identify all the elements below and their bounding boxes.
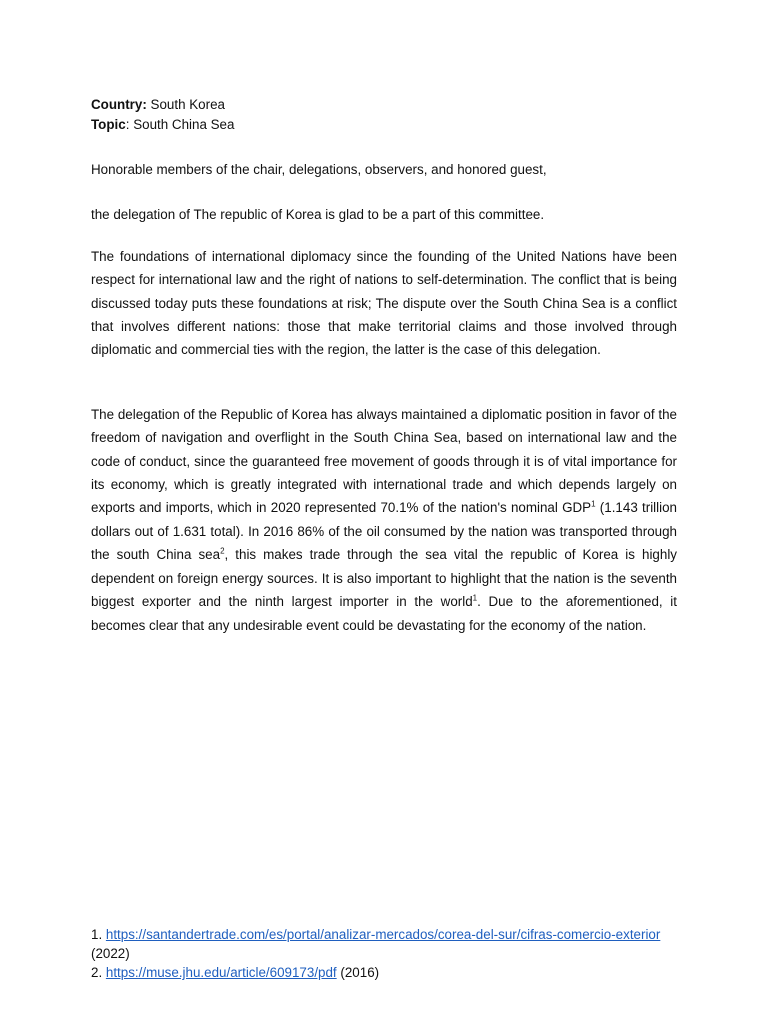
paragraph-position-part2: (1.143 trillion dollars out of 1.631 total). In 2016 86% of the oil consumed by the nation was transported through the south China sea — [91, 500, 677, 563]
footnote-2-note: (2016) — [336, 965, 380, 980]
paragraph-foundations: The foundations of international diplomacy since the founding of the United Nations have been respect for international law and the right of nations to self-determination. The conflict that is being discussed today puts these foundations at risk; The dispute over the South China Sea is a conflict that involves different nations: those that make territorial claims and those involved through diplomatic and commercial ties with the region, the latter is the case of this delegation. — [91, 248, 677, 358]
footnote-1 — [91, 925, 691, 944]
paragraph-position-part4: . Due to the aforementioned, it becomes clear that any undesirable event could be devastating for the economy of the nation. — [91, 594, 677, 633]
footnote-ref-2: 2 — [220, 546, 225, 556]
footnote-1-link[interactable]: https://santandertrade.com/es/portal/analizar-mercados/corea-del-sur/cifras-comercio-exterior — [105, 927, 661, 942]
footnote-1-number: 1. — [91, 927, 106, 942]
document-body — [91, 95, 677, 637]
country-line — [91, 95, 677, 115]
topic-label: Topic — [91, 117, 126, 132]
intro-sentence: the delegation of The republic of Korea is glad to be a part of this committee. — [91, 207, 545, 223]
footnote-2-number: 2. — [91, 965, 106, 980]
country-label: Country: — [91, 97, 147, 112]
topic-separator: : — [125, 117, 130, 132]
topic-value: South China Sea — [133, 117, 235, 132]
footnote-ref-1: 1 — [591, 500, 596, 509]
footnote-2 — [91, 963, 691, 982]
topic-line — [91, 115, 677, 135]
footnote-ref-3: 1 — [472, 593, 478, 603]
country-value: South Korea — [150, 97, 225, 112]
footnote-2-link[interactable]: https://muse.jhu.edu/article/609173/pdf — [105, 965, 337, 980]
salutation: Honorable members of the chair, delegations, observers, and honored guest, — [91, 162, 547, 177]
paragraph-position-part1: The delegation of the Republic of Korea has always maintained a diplomatic position in favor of the freedom of navigation and overflight in the South China Sea, based on international law and the code of conduct, since the guaranteed free movement of goods through it is of vital importance for its economy, which is greatly integrated with international trade and which depends largely on exports and imports, which in 2020 represented 70.1% of the nation's nominal GDP — [91, 406, 677, 516]
footnotes — [91, 925, 691, 982]
paragraph-position-part3: , this makes trade through the sea vital the republic of Korea is highly dependent on foreign energy sources. It is also important to highlight that the nation is the seventh biggest exporter and the ninth largest importer in the world — [91, 547, 677, 610]
footnote-1-note: (2022) — [91, 946, 130, 961]
paragraph-position — [91, 403, 677, 637]
